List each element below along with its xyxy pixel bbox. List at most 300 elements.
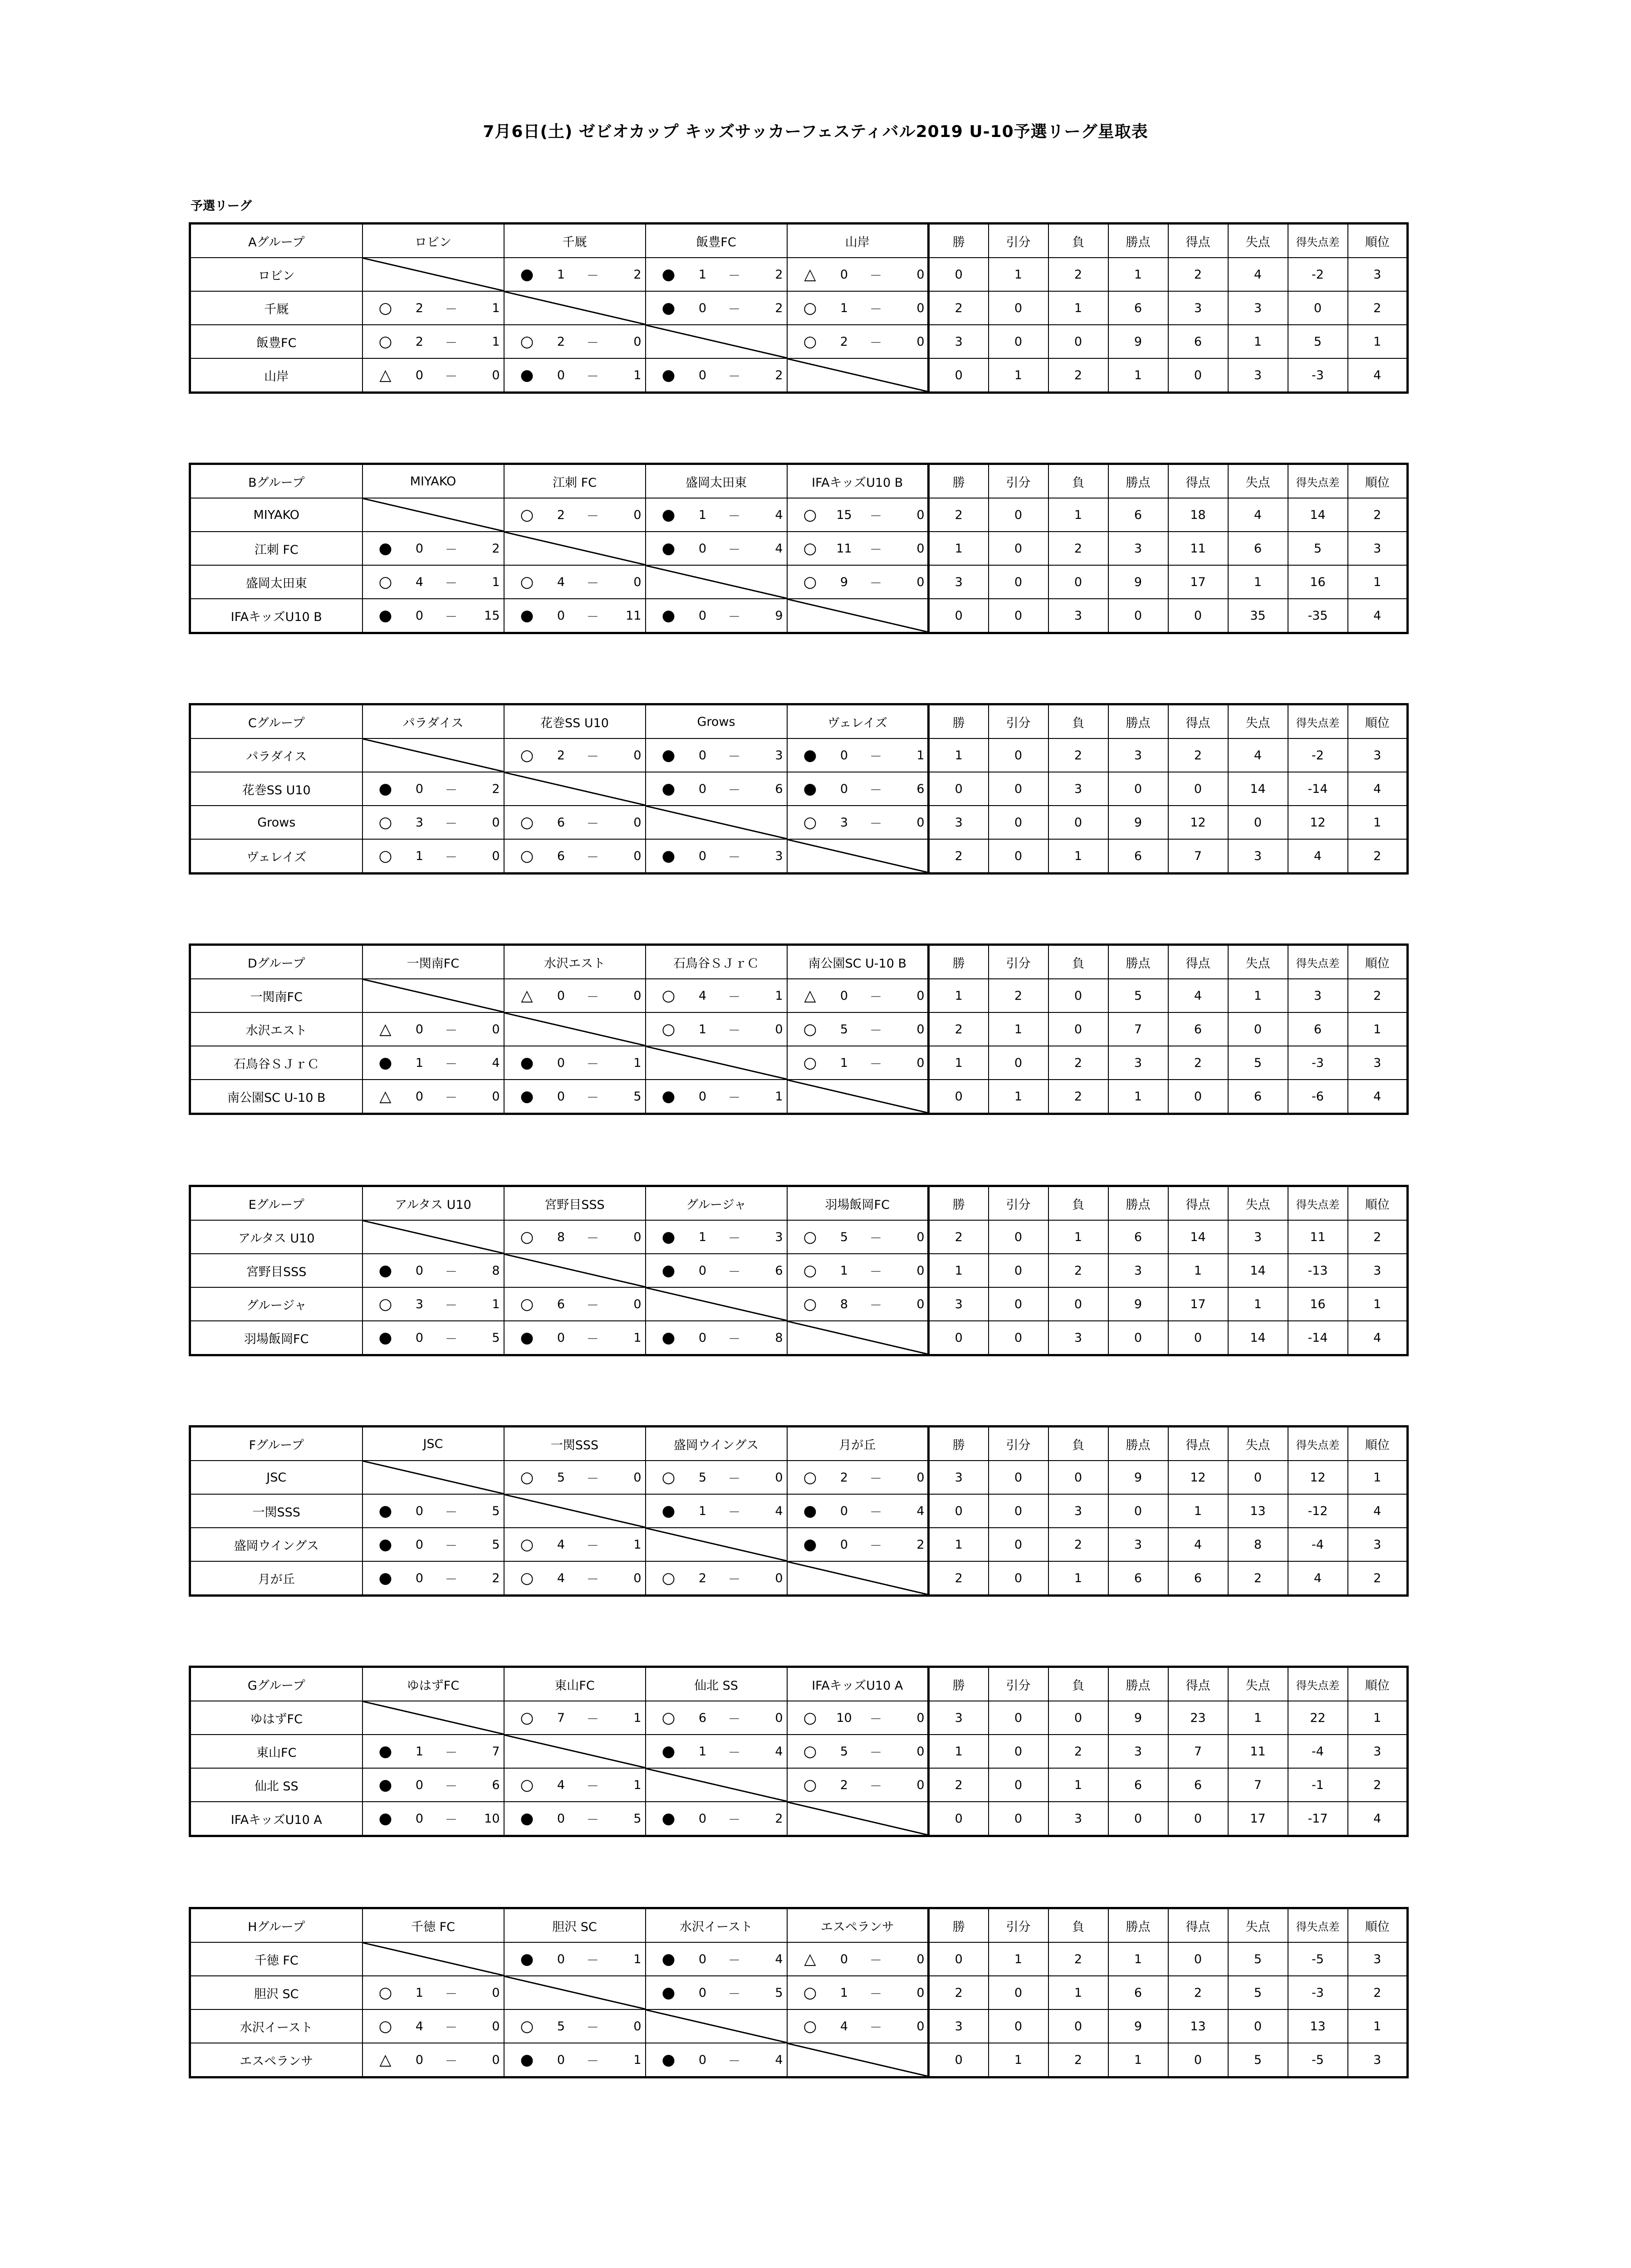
- team-name: Grows: [190, 806, 362, 839]
- stat-value: 2: [929, 1976, 989, 2009]
- stat-value: 3: [929, 806, 989, 839]
- stat-value: 2: [1168, 1976, 1228, 2009]
- score-dash: －: [587, 1298, 599, 1313]
- score: [504, 1562, 645, 1594]
- result-symbol-icon: ●: [378, 1535, 392, 1554]
- stat-value: 1: [1228, 1287, 1288, 1321]
- score-for: 0: [698, 1263, 707, 1278]
- score: [504, 1461, 645, 1494]
- score-dash: －: [870, 816, 882, 831]
- score-for: 0: [415, 1089, 424, 1104]
- match-result: [646, 1321, 787, 1355]
- stat-value: -3: [1288, 358, 1348, 393]
- result-symbol-icon: ○: [803, 1776, 817, 1794]
- result-symbol-icon: ○: [803, 332, 817, 351]
- stat-value: 18: [1168, 498, 1228, 532]
- group-table: [189, 222, 1409, 394]
- stat-value: 4: [1348, 772, 1408, 806]
- result-symbol-icon: ○: [661, 1709, 676, 1727]
- score-against: 5: [492, 1330, 500, 1345]
- stat-value: 3: [1108, 1528, 1168, 1561]
- score-dash: －: [587, 1090, 599, 1105]
- stat-value: 2: [1048, 2043, 1108, 2077]
- score-for: 0: [840, 1504, 848, 1518]
- score-against: 4: [492, 1056, 500, 1070]
- score-for: 0: [415, 1504, 424, 1518]
- score-dash: －: [587, 269, 599, 283]
- score-dash: －: [445, 1813, 457, 1827]
- result-symbol-icon: ●: [661, 265, 676, 284]
- stat-header: 順位: [1348, 224, 1408, 258]
- stat-value: 1: [1108, 358, 1168, 393]
- score-dash: －: [728, 543, 740, 557]
- score-dash: －: [587, 1231, 599, 1246]
- stat-value: 12: [1288, 806, 1348, 839]
- stat-value: 2: [1048, 1254, 1108, 1287]
- score-dash: －: [728, 850, 740, 865]
- score-against: 0: [492, 2019, 500, 2033]
- team-column-header: 一関SSS: [504, 1427, 646, 1461]
- score: [646, 1976, 787, 2009]
- score: [363, 1013, 504, 1046]
- stat-value: 6: [1108, 1976, 1168, 2009]
- stat-value: 1: [989, 358, 1048, 393]
- stat-value: 0: [989, 1768, 1048, 1802]
- score-dash: －: [445, 369, 457, 384]
- score: [363, 359, 504, 391]
- result-symbol-icon: ○: [803, 1295, 817, 1313]
- stat-header: 順位: [1348, 704, 1408, 739]
- stat-value: 1: [1108, 2043, 1168, 2077]
- score-against: 5: [633, 1811, 642, 1826]
- result-symbol-icon: ○: [378, 1984, 392, 2002]
- score: [788, 292, 928, 324]
- score-for: 0: [415, 1811, 424, 1826]
- match-result: [504, 1942, 646, 1976]
- match-result: [646, 532, 787, 565]
- stat-header: 勝点: [1108, 945, 1168, 979]
- team-name: ヴェレイズ: [190, 839, 362, 874]
- score-dash: －: [445, 1265, 457, 1279]
- score: [646, 840, 787, 872]
- score-dash: －: [445, 783, 457, 797]
- team-column-header: ヴェレイズ: [787, 704, 929, 739]
- result-symbol-icon: ●: [378, 539, 392, 557]
- team-name: 江刺 FC: [190, 532, 362, 565]
- stat-value: 1: [1108, 258, 1168, 291]
- match-result: [787, 772, 929, 806]
- stat-value: 0: [1048, 1701, 1108, 1735]
- stat-value: -35: [1288, 599, 1348, 633]
- score-for: 0: [698, 1811, 707, 1826]
- score-for: 0: [698, 748, 707, 763]
- stat-value: 3: [1108, 1735, 1168, 1768]
- result-symbol-icon: ○: [803, 299, 817, 317]
- score: [646, 1461, 787, 1494]
- stat-value: -14: [1288, 1321, 1348, 1355]
- stat-value: 16: [1288, 565, 1348, 599]
- stat-value: 0: [1108, 772, 1168, 806]
- stat-value: 2: [1168, 738, 1228, 772]
- score-against: 0: [916, 1263, 925, 1278]
- result-symbol-icon: ●: [520, 606, 534, 625]
- result-symbol-icon: ●: [520, 2051, 534, 2069]
- score-for: 0: [698, 1330, 707, 1345]
- team-column-header: 宮野目SSS: [504, 1186, 646, 1221]
- match-result: [362, 2009, 504, 2043]
- stat-header: 勝点: [1108, 1427, 1168, 1461]
- result-symbol-icon: ●: [520, 1950, 534, 1968]
- team-row: [190, 806, 1408, 839]
- team-column-header: 石鳥谷ＳＪｒＣ: [646, 945, 787, 979]
- stat-value: 0: [989, 738, 1048, 772]
- score-for: 1: [698, 1504, 707, 1518]
- stat-value: 1: [1348, 565, 1408, 599]
- stat-value: 5: [1228, 1942, 1288, 1976]
- stat-value: 1: [1048, 291, 1108, 325]
- stat-value: 0: [989, 806, 1048, 839]
- stat-value: 1: [989, 1942, 1048, 1976]
- score-against: 1: [633, 1056, 642, 1070]
- score: [504, 359, 645, 391]
- score-against: 3: [775, 748, 783, 763]
- result-symbol-icon: ●: [661, 299, 676, 317]
- score-against: 1: [633, 1537, 642, 1552]
- stat-value: 6: [1168, 1012, 1228, 1046]
- score-for: 0: [698, 1985, 707, 2000]
- score-dash: －: [445, 1332, 457, 1346]
- team-name: ロビン: [190, 258, 362, 291]
- score-dash: －: [445, 576, 457, 591]
- score: [646, 1495, 787, 1527]
- stat-header: 負: [1048, 1186, 1108, 1221]
- match-result: [362, 599, 504, 633]
- score-dash: －: [587, 369, 599, 384]
- self-match-cell: [646, 1768, 787, 1802]
- stat-value: 5: [1228, 1976, 1288, 2009]
- match-result: [646, 1461, 787, 1494]
- stat-value: 0: [989, 1528, 1048, 1561]
- team-row: [190, 2009, 1408, 2043]
- stat-header: 失点: [1228, 945, 1288, 979]
- score-dash: －: [587, 1712, 599, 1726]
- match-result: [646, 1254, 787, 1287]
- score: [646, 292, 787, 324]
- score-for: 1: [415, 1985, 424, 2000]
- score-dash: －: [870, 269, 882, 283]
- score-dash: －: [445, 1057, 457, 1071]
- stat-value: 4: [1228, 738, 1288, 772]
- score-for: 4: [557, 1778, 565, 1792]
- score: [788, 499, 928, 531]
- stat-header: 得点: [1168, 704, 1228, 739]
- stat-value: 2: [929, 291, 989, 325]
- match-result: [646, 1735, 787, 1768]
- stat-value: 1: [1168, 1254, 1228, 1287]
- match-result: [362, 291, 504, 325]
- score-dash: －: [870, 2020, 882, 2035]
- score: [788, 806, 928, 839]
- group-name: Gグループ: [190, 1667, 362, 1701]
- stat-header: 勝点: [1108, 464, 1168, 499]
- score-for: 15: [836, 508, 852, 522]
- score-dash: －: [445, 2054, 457, 2068]
- score-against: 1: [633, 2053, 642, 2067]
- stat-header: 得失点差: [1288, 704, 1348, 739]
- score: [646, 1321, 787, 1354]
- score-for: 0: [557, 1811, 565, 1826]
- stat-value: 3: [1048, 1321, 1108, 1355]
- stat-header: 順位: [1348, 1186, 1408, 1221]
- stat-header: 順位: [1348, 1908, 1408, 1943]
- score-dash: －: [870, 576, 882, 591]
- score: [504, 599, 645, 632]
- score-for: 0: [557, 1056, 565, 1070]
- score: [788, 1943, 928, 1975]
- team-column-header: JSC: [362, 1427, 504, 1461]
- result-symbol-icon: ●: [661, 1502, 676, 1520]
- stat-value: 6: [1228, 532, 1288, 565]
- group-table: [189, 1185, 1409, 1356]
- score-for: 0: [698, 782, 707, 796]
- score: [363, 1495, 504, 1527]
- score-for: 1: [840, 1263, 848, 1278]
- result-symbol-icon: ●: [661, 1228, 676, 1246]
- score-against: 0: [633, 1571, 642, 1585]
- result-symbol-icon: △: [521, 987, 533, 1005]
- stat-value: 0: [1228, 806, 1288, 839]
- match-result: [504, 599, 646, 633]
- result-symbol-icon: ○: [803, 506, 817, 524]
- result-symbol-icon: △: [379, 1087, 392, 1105]
- stat-value: -1: [1288, 1768, 1348, 1802]
- result-symbol-icon: △: [804, 987, 816, 1005]
- stat-header: 得失点差: [1288, 1186, 1348, 1221]
- stat-value: 3: [1108, 1046, 1168, 1080]
- score-dash: －: [587, 1779, 599, 1794]
- stat-header: 引分: [989, 1186, 1048, 1221]
- score-for: 4: [557, 1571, 565, 1585]
- self-match-cell: [362, 979, 504, 1012]
- stat-header: 順位: [1348, 1667, 1408, 1701]
- score-dash: －: [587, 336, 599, 350]
- group-header-row: [190, 704, 1408, 739]
- stat-value: 1: [1228, 979, 1288, 1012]
- score-dash: －: [870, 1539, 882, 1553]
- stat-header: 勝点: [1108, 704, 1168, 739]
- score-for: 1: [415, 1056, 424, 1070]
- score-for: 0: [698, 1952, 707, 1966]
- stat-value: 2: [1048, 358, 1108, 393]
- stat-header: 負: [1048, 224, 1108, 258]
- score-for: 4: [698, 988, 707, 1003]
- result-symbol-icon: ●: [378, 1502, 392, 1520]
- score-for: 2: [557, 748, 565, 763]
- stat-value: 0: [1048, 979, 1108, 1012]
- stat-value: 6: [1228, 1080, 1288, 1114]
- score-against: 0: [492, 815, 500, 830]
- team-name: 石鳥谷ＳＪｒＣ: [190, 1046, 362, 1080]
- stat-value: 6: [1108, 1768, 1168, 1802]
- result-symbol-icon: △: [379, 366, 392, 384]
- self-match-cell: [504, 1254, 646, 1287]
- result-symbol-icon: ●: [661, 1984, 676, 2002]
- match-result: [504, 1080, 646, 1114]
- score: [504, 1528, 645, 1561]
- stat-header: 負: [1048, 1667, 1108, 1701]
- result-symbol-icon: ○: [520, 332, 534, 351]
- stat-value: 2: [1048, 258, 1108, 291]
- self-match-cell: [362, 1461, 504, 1494]
- score-dash: －: [870, 1057, 882, 1071]
- match-result: [646, 772, 787, 806]
- stat-value: 5: [1288, 325, 1348, 358]
- stat-value: 1: [1348, 1461, 1408, 1494]
- stat-header: 引分: [989, 1908, 1048, 1943]
- score-for: 1: [698, 267, 707, 282]
- result-symbol-icon: △: [379, 2051, 392, 2069]
- match-result: [646, 358, 787, 393]
- result-symbol-icon: ●: [661, 1329, 676, 1347]
- score-against: 2: [775, 267, 783, 282]
- result-symbol-icon: ●: [661, 1950, 676, 1968]
- score-against: 0: [916, 1985, 925, 2000]
- stat-header: 勝点: [1108, 1667, 1168, 1701]
- stat-value: 2: [1348, 498, 1408, 532]
- stat-value: 3: [929, 1461, 989, 1494]
- stat-header: 勝点: [1108, 224, 1168, 258]
- stat-value: 0: [1168, 1080, 1228, 1114]
- stat-value: 0: [1048, 325, 1108, 358]
- score-dash: －: [728, 1090, 740, 1105]
- score: [788, 1495, 928, 1527]
- score: [504, 566, 645, 598]
- team-name: 水沢エスト: [190, 1012, 362, 1046]
- stat-value: 0: [1108, 599, 1168, 633]
- score-for: 2: [840, 1778, 848, 1792]
- stat-value: 4: [1348, 358, 1408, 393]
- stat-header: 失点: [1228, 464, 1288, 499]
- team-row: [190, 258, 1408, 291]
- score-dash: －: [870, 783, 882, 797]
- score-dash: －: [728, 1023, 740, 1038]
- score-against: 1: [916, 748, 925, 763]
- score: [504, 739, 645, 772]
- team-name: 宮野目SSS: [190, 1254, 362, 1287]
- score-against: 0: [916, 541, 925, 556]
- score-against: 1: [492, 334, 500, 349]
- score: [646, 532, 787, 565]
- stat-header: 得失点差: [1288, 224, 1348, 258]
- stat-value: 3: [929, 325, 989, 358]
- score-dash: －: [445, 1745, 457, 1760]
- self-match-cell: [787, 1080, 929, 1114]
- score-against: 0: [633, 1297, 642, 1311]
- score-for: 1: [557, 267, 565, 282]
- match-result: [362, 565, 504, 599]
- team-column-header: ゆはずFC: [362, 1667, 504, 1701]
- stat-value: 0: [989, 1321, 1048, 1355]
- stat-header: 得点: [1168, 464, 1228, 499]
- team-column-header: IFAキッズU10 A: [787, 1667, 929, 1701]
- stat-value: 2: [1348, 1220, 1408, 1254]
- match-result: [787, 532, 929, 565]
- score: [504, 979, 645, 1012]
- team-name: 盛岡ウイングス: [190, 1528, 362, 1561]
- group-header-row: [190, 1427, 1408, 1461]
- stat-value: 3: [1348, 1254, 1408, 1287]
- stat-value: 4: [1288, 1561, 1348, 1596]
- score-for: 0: [698, 849, 707, 863]
- match-result: [787, 738, 929, 772]
- match-result: [504, 1461, 646, 1494]
- stat-value: 3: [929, 1287, 989, 1321]
- score-for: 11: [836, 541, 852, 556]
- score-against: 1: [633, 1330, 642, 1345]
- result-symbol-icon: ○: [378, 847, 392, 865]
- stat-value: 0: [1048, 1012, 1108, 1046]
- self-match-cell: [362, 738, 504, 772]
- score-against: 0: [633, 748, 642, 763]
- stat-value: 4: [1348, 1080, 1408, 1114]
- stat-value: 1: [1108, 1080, 1168, 1114]
- stat-value: 5: [1228, 2043, 1288, 2077]
- result-symbol-icon: ●: [661, 746, 676, 764]
- score-for: 1: [698, 1230, 707, 1244]
- score-for: 3: [415, 815, 424, 830]
- result-symbol-icon: ○: [520, 1468, 534, 1486]
- match-result: [504, 806, 646, 839]
- score: [363, 1046, 504, 1079]
- match-result: [362, 1976, 504, 2009]
- group-name: Bグループ: [190, 464, 362, 499]
- score: [646, 1013, 787, 1046]
- team-name: 羽場飯岡FC: [190, 1321, 362, 1355]
- match-result: [362, 1735, 504, 1768]
- stat-value: 13: [1288, 2009, 1348, 2043]
- score: [363, 1735, 504, 1768]
- score-dash: －: [445, 1572, 457, 1587]
- stat-value: 11: [1228, 1735, 1288, 1768]
- score-dash: －: [870, 1779, 882, 1794]
- stat-value: 2: [1048, 1942, 1108, 1976]
- score-against: 6: [775, 782, 783, 796]
- score-dash: －: [445, 2020, 457, 2035]
- stat-value: 1: [989, 258, 1048, 291]
- stat-value: 0: [989, 1287, 1048, 1321]
- team-column-header: 水沢イースト: [646, 1908, 787, 1943]
- match-result: [787, 1528, 929, 1561]
- team-row: [190, 2043, 1408, 2077]
- score: [363, 1769, 504, 1801]
- stat-header: 得失点差: [1288, 945, 1348, 979]
- match-result: [646, 258, 787, 291]
- team-row: [190, 1768, 1408, 1802]
- score-against: 2: [775, 1811, 783, 1826]
- stat-value: 1: [1048, 1561, 1108, 1596]
- stat-value: 2: [929, 1561, 989, 1596]
- score-for: 0: [415, 1537, 424, 1552]
- score: [504, 258, 645, 291]
- score-dash: －: [445, 816, 457, 831]
- score-dash: －: [728, 783, 740, 797]
- score-against: 2: [492, 541, 500, 556]
- stat-value: 0: [929, 1080, 989, 1114]
- result-symbol-icon: ●: [803, 1535, 817, 1554]
- stat-value: 1: [1048, 839, 1108, 874]
- team-name: 仙北 SS: [190, 1768, 362, 1802]
- score: [363, 840, 504, 872]
